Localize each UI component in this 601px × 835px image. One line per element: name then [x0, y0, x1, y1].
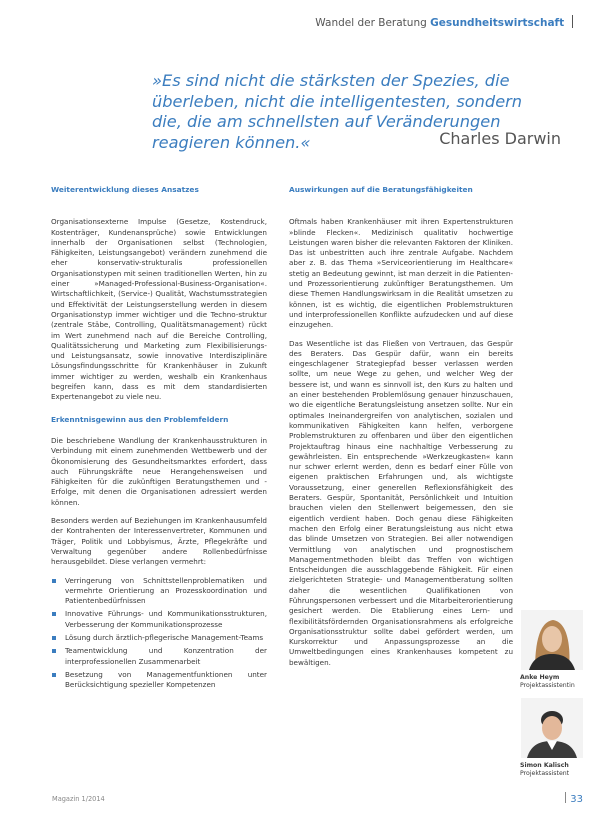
- quote-author: Charles Darwin: [439, 129, 561, 148]
- paragraph: Das Wesentliche ist das Fließen von Vertrauen, das Gespür des Beraters. Das Gespür dafür, wann ein bereits eingeschlagener Strategiepfad besser verlassen werden sollte, um neue Wege zu gehen, und welcher Weg der bessere ist, und wann es sinnvoll ist, den Kurs zu halten und an einer bestehenden Problemlösung genauer hinzuschauen, wo die eigentliche Beratungsleistung ansetzen sollte. Nur ein optimales Ineinandergreifen von analytischen, sozialen und kommunikativen Fähigkeiten kann helfen, verborgene Problemstrukturen zu offenbaren und über den eigentlichen Projektauftrag hinaus eine nachhaltige Verbesserung zu gewährleisten. Ein entsprechende »Werkzeugkasten« kann nur schwer erlernt werden, denn es bedarf einer Fülle von eigenen praktischen Erfahrungen und, als wichtigste Voraussetzung, einer generellen Reflexionsfähigkeit des Beraters. Gespür, Spontanität, Persönlichkeit und Intuition brauchen vielen den Stellenwert beigemessen, den sie eigentlich verdient haben. Doch genau diese Fähigkeiten machen den Erfolg einer Beratungsleistung aus nicht etwa das blinde Umsetzen von Strategien. Bei aller notwendigen Vermittlung von analytischen und prognostischem Managementmethoden bleibt das Treffen von wichtigen Entscheidungen die ausschlaggebende Fähigkeit. Für einen zielgerichteten Strategie- und Managementberatung sollten daher die wesentlichen Qualifikationen von Führungspersonen verbessert und die Mitarbeiterorientierung gesichert werden. Die Etablierung eines Lern- und flexibilitätsfördernden Organisationsrahmens als erfolgreiche Organisationsstruktur sollte dabei gefördert werden, um Kurskorrektur und Anpassungsprozesse an die Umweltbedingungen eines Krankenhauses kompetent zu bewältigen.: [289, 338, 513, 667]
- paragraph: Oftmals haben Krankenhäuser mit ihren Expertenstrukturen »blinde Flecken«. Medizinisch qualitativ hochwertige Leistungen waren bisher die relevanten Faktoren der Kliniken. Das ist unbestritten auch ihre zentrale Aufgabe. Nachdem aber z. B. das Thema »Serviceorientierung im Healthcare« stetig an Bedeutung gewinnt, ist man derzeit in die Patienten- und Prozessorientierung zukünftiger Beratungsthemen. Um diese Themen Handlungswirksam in die Realität umsetzen zu können, ist es wichtig, die eigentlichen Problemstrukturen und interprofessionellen Konflikte aufzudecken und auf diese einzugehen.: [289, 217, 513, 330]
- left-column: [51, 185, 267, 693]
- header-section: Wandel der Beratung: [315, 17, 427, 29]
- section-heading: Weiterentwicklung dieses Ansatzes: [51, 185, 199, 194]
- page-number: [565, 792, 583, 805]
- section-heading: Erkenntnisgewinn aus den Problemfeldern: [51, 414, 229, 424]
- author-photo-anke-heym: [521, 610, 583, 670]
- author-name: Simon Kalisch: [520, 762, 569, 769]
- author-caption: [520, 674, 575, 690]
- header-topic: Gesundheitswirtschaft: [430, 17, 565, 29]
- page-number-value: 33: [570, 794, 583, 805]
- list-item: Lösung durch ärztlich-pflegerische Management-Teams: [51, 633, 267, 643]
- header-rule: [572, 15, 574, 28]
- footer-issue: Magazin 1/2014: [52, 795, 105, 803]
- bullet-list: [51, 576, 267, 691]
- footer-rule: [565, 792, 567, 803]
- pull-quote: »Es sind nicht die stärksten der Spezies, die überleben, nicht die intelligentesten, sondern die, die am schnellsten auf Veränderungen reagieren können.«: [152, 71, 523, 152]
- paragraph: Besonders werden auf Beziehungen im Krankenhausumfeld der Kontrahenten der Interessenvertreter, Kommunen und Träger, Politik und Lobbyismus, Ärzte, Pflegekräfte und Verwaltung gegenüber andere Rollenbedürfnisse herausgebildet. Diese verlangen vermehrt:: [51, 516, 267, 567]
- author-caption: [520, 762, 569, 778]
- author-photo-simon-kalisch: [521, 698, 583, 758]
- paragraph: Die beschriebene Wandlung der Krankenhausstrukturen in Verbindung mit einem zunehmenden Wettbewerb und der Ökonomisierung des Gesundheitsmarktes erfordert, dass auch Führungskräfte neue Herangehensweisen und Fähigkeiten für die zukünftigen Beratungsthemen und -Erfolge, mit denen die Organisationen adressiert werden können.: [51, 435, 267, 507]
- author-name: Anke Heym: [520, 674, 560, 681]
- section-heading: Auswirkungen auf die Beratungsfähigkeiten: [289, 185, 473, 194]
- list-item: Innovative Führungs- und Kommunikationsstrukturen, Verbesserung der Kommunikationsprozesse: [51, 609, 267, 630]
- list-item: Teamentwicklung und Konzentration der interprofessionellen Zusammenarbeit: [51, 646, 267, 667]
- right-column: [289, 185, 513, 676]
- list-item: Besetzung von Managementfunktionen unter Berücksichtigung spezieller Kompetenzen: [51, 670, 267, 691]
- list-item: Verringerung von Schnittstellenproblematiken und vermehrte Orientierung an Prozesskoordination und Patientenbedürfnissen: [51, 576, 267, 607]
- author-role: Projektassistent: [520, 770, 570, 777]
- paragraph: Organisationsexterne Impulse (Gesetze, Kostendruck, Kostenträger, Kundenansprüche) sowie Entwicklungen innerhalb der Organisationen selbst (Technologien, Fähigkeiten, Leistungsangebot) verändern zunehmend die eher konservativ-strukturalis professionellen Organisationstypen mit seinen traditionellen Werten, hin zu einer »Managed-Professional-Business-Organisation«. Wirtschaftlichkeit, (Service-) Qualität, Wachstumsstrategien und Effektivität der Leistungserstellung werden in diesem Organisationstyp immer wichtiger und die Techno-struktur (zentrale Stäbe, Controlling, Qualitätsmanagement) rückt im Wert zunehmend nach auf die Bereiche Controlling, Qualitätssicherung und Marketing zum Flexibilisierungs- und Leistungsansatz, sowie innovative Interdisziplinäre Lösungsfindungsschritte für Krankenhäuser in Zukunft immer wichtiger zu werden, weshalb ein Krankenhaus begreifen kann, dass es mit dem standardisierten Expertenangebot zu viele neu.: [51, 217, 267, 402]
- running-header: [315, 15, 573, 29]
- author-role: Projektassistentin: [520, 682, 575, 689]
